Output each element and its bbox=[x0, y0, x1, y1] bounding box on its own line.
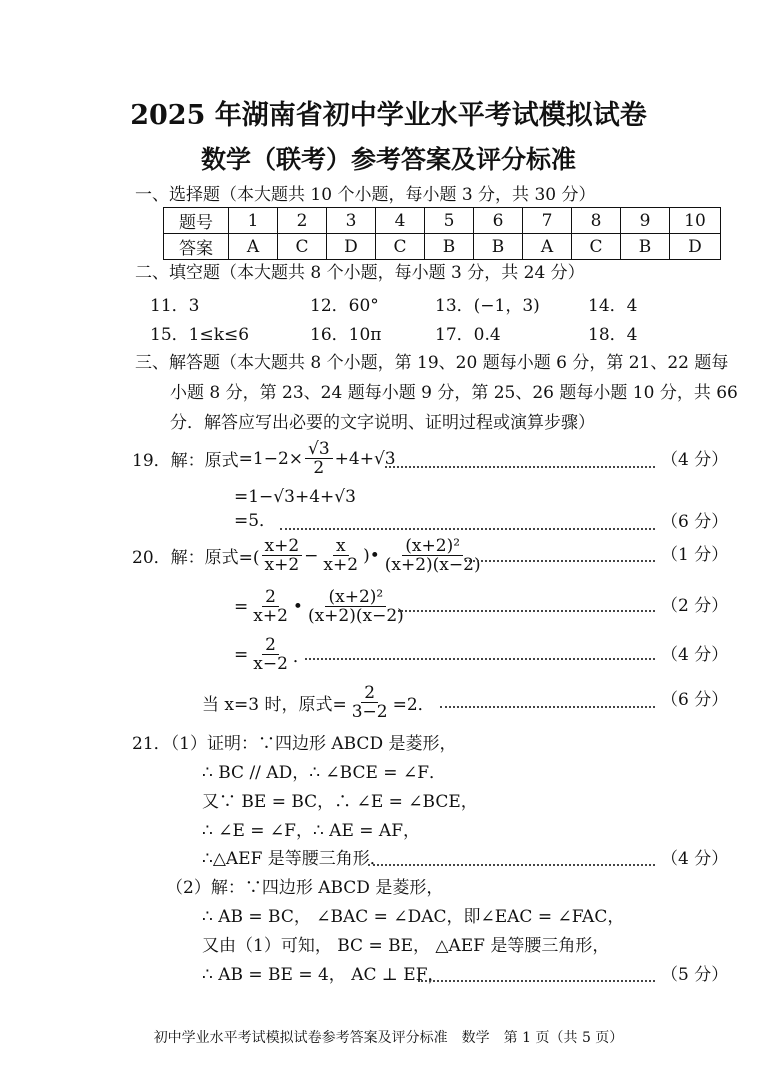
q20-result: =2． bbox=[392, 695, 435, 715]
score-mark: （4 分） bbox=[661, 849, 729, 869]
table-row-answers bbox=[164, 234, 721, 260]
period: ． bbox=[292, 647, 310, 667]
table-row-numbers bbox=[164, 208, 721, 234]
table-cell: 7 bbox=[523, 208, 572, 234]
table-cell: B bbox=[474, 234, 523, 260]
score-mark: （2 分） bbox=[661, 596, 729, 616]
score-mark: （4 分） bbox=[661, 450, 729, 470]
q21-line8: 又由（1）可知， BC = BE， △AEF 是等腰三角形， bbox=[202, 936, 610, 956]
score-mark: （6 分） bbox=[661, 512, 729, 532]
operator: = bbox=[234, 644, 249, 665]
denominator: x+2 bbox=[323, 555, 359, 575]
document-title: 2025 年湖南省初中学业水平考试模拟试卷 bbox=[130, 100, 647, 131]
table-cell: A bbox=[229, 234, 278, 260]
q20-line4 bbox=[202, 684, 435, 721]
fill-answer: 11．3 bbox=[150, 296, 200, 316]
section3-heading-line3: 分．解答应写出必要的文字说明、证明过程或演算步骤） bbox=[170, 413, 595, 433]
numerator: 2 bbox=[262, 588, 279, 607]
answer-table bbox=[163, 207, 721, 260]
leader-dots bbox=[418, 980, 655, 982]
table-cell: 8 bbox=[572, 208, 621, 234]
operator: • bbox=[292, 596, 303, 617]
denominator: x+2 bbox=[264, 555, 300, 575]
fraction bbox=[262, 537, 303, 574]
score-mark: （6 分） bbox=[661, 690, 729, 710]
table-cell: C bbox=[376, 234, 425, 260]
q21-line1: 21．（1）证明：∵四边形 ABCD 是菱形， bbox=[132, 734, 457, 754]
leader-dots bbox=[398, 610, 655, 612]
denominator: (x+2)(x−2) bbox=[384, 555, 481, 575]
table-cell: 6 bbox=[474, 208, 523, 234]
operator: )• bbox=[363, 545, 380, 566]
fill-answer: 17．0.4 bbox=[435, 325, 501, 345]
numerator: x+2 bbox=[262, 537, 303, 556]
denominator: 3−2 bbox=[351, 702, 388, 722]
section3-heading-line2: 小题 8 分，第 23、24 题每小题 9 分，第 25、26 题每小题 10 分，共 66 bbox=[170, 383, 738, 403]
document-subtitle: 数学（联考）参考答案及评分标准 bbox=[200, 145, 576, 174]
table-cell: 9 bbox=[621, 208, 670, 234]
table-label: 题号 bbox=[164, 208, 229, 234]
q20-substitution: 当 x=3 时，原式= bbox=[202, 695, 347, 715]
q19-line2: =1−√3+4+√3 bbox=[234, 487, 356, 507]
section2-heading: 二、填空题（本大题共 8 个小题，每小题 3 分，共 24 分） bbox=[135, 263, 585, 283]
table-cell: D bbox=[670, 234, 721, 260]
fill-answer: 18．4 bbox=[588, 325, 638, 345]
denominator: x−2 bbox=[253, 654, 288, 674]
numerator: (x+2)² bbox=[325, 588, 386, 607]
table-cell: 10 bbox=[670, 208, 721, 234]
q19-expr-a: =1−2× bbox=[238, 448, 304, 469]
fill-answer: 12．60° bbox=[310, 296, 379, 316]
numerator: 2 bbox=[361, 684, 378, 703]
operator: − bbox=[304, 545, 319, 566]
table-cell: B bbox=[425, 234, 474, 260]
fraction bbox=[382, 537, 484, 574]
leader-dots bbox=[465, 560, 655, 562]
score-mark: （1 分） bbox=[661, 545, 729, 565]
score-mark: （5 分） bbox=[661, 965, 729, 985]
numerator: 2 bbox=[262, 636, 279, 655]
q21-line3: 又∵ BE = BC，∴ ∠E = ∠BCE， bbox=[202, 792, 478, 812]
table-label: 答案 bbox=[164, 234, 229, 260]
section3-heading-line1: 三、解答题（本大题共 8 个小题，第 19、20 题每小题 6 分，第 21、22 题每 bbox=[135, 353, 729, 373]
fill-answer: 16．10π bbox=[310, 325, 382, 345]
fill-answer: 13．(−1，3) bbox=[435, 296, 540, 316]
fraction bbox=[250, 636, 291, 673]
leader-dots bbox=[368, 864, 655, 866]
table-cell: B bbox=[621, 234, 670, 260]
table-cell: 4 bbox=[376, 208, 425, 234]
section1-heading: 一、选择题（本大题共 10 个小题，每小题 3 分，共 30 分） bbox=[135, 185, 596, 205]
q21-line4: ∴ ∠E = ∠F，∴ AE = AF， bbox=[202, 821, 420, 841]
table-cell: 2 bbox=[278, 208, 327, 234]
q19-label: 19．解：原式 bbox=[132, 451, 239, 471]
score-mark: （4 分） bbox=[661, 645, 729, 665]
numerator: √3 bbox=[305, 440, 333, 459]
q19-line3: =5． bbox=[234, 511, 277, 531]
leader-dots bbox=[305, 658, 655, 660]
q21-line9: ∴ AB = BE = 4， AC ⊥ EF， bbox=[202, 965, 445, 985]
q20-label: 20．解：原式=( bbox=[132, 548, 260, 568]
q20-line1 bbox=[132, 537, 486, 574]
table-cell: C bbox=[572, 234, 621, 260]
denominator: (x+2)(x−2) bbox=[307, 606, 404, 626]
denominator: x+2 bbox=[253, 606, 288, 626]
leader-dots bbox=[280, 528, 655, 530]
fraction bbox=[305, 588, 407, 625]
table-cell: C bbox=[278, 234, 327, 260]
q21-line6: （2）解：∵四边形 ABCD 是菱形， bbox=[166, 878, 444, 898]
fraction bbox=[250, 588, 291, 625]
table-cell: 3 bbox=[327, 208, 376, 234]
table-cell: 1 bbox=[229, 208, 278, 234]
q19-expr-b: +4+√3 bbox=[334, 448, 396, 469]
fill-answer: 14．4 bbox=[588, 296, 638, 316]
fraction bbox=[349, 684, 391, 721]
q19-line1 bbox=[132, 440, 396, 477]
table-cell: A bbox=[523, 234, 572, 260]
q21-line5: ∴△AEF 是等腰三角形． bbox=[202, 849, 387, 869]
operator: = bbox=[234, 596, 249, 617]
q19-fraction bbox=[305, 440, 333, 477]
page-footer: 初中学业水平考试模拟试卷参考答案及评分标准 数学 第 1 页（共 5 页） bbox=[153, 1030, 624, 1046]
leader-dots bbox=[385, 466, 655, 468]
numerator: x bbox=[333, 537, 349, 556]
q20-line3 bbox=[234, 636, 310, 673]
table-cell: 5 bbox=[425, 208, 474, 234]
fraction bbox=[320, 537, 361, 574]
fill-answer: 15．1≤k≤6 bbox=[150, 325, 250, 345]
q20-line2 bbox=[234, 588, 409, 625]
numerator: (x+2)² bbox=[402, 537, 463, 556]
denominator: 2 bbox=[313, 458, 325, 478]
q21-line2: ∴ BC // AD，∴ ∠BCE = ∠F． bbox=[202, 763, 446, 783]
table-cell: D bbox=[327, 234, 376, 260]
leader-dots bbox=[440, 706, 655, 708]
q21-line7: ∴ AB = BC， ∠BAC = ∠DAC，即∠EAC = ∠FAC， bbox=[202, 907, 625, 927]
